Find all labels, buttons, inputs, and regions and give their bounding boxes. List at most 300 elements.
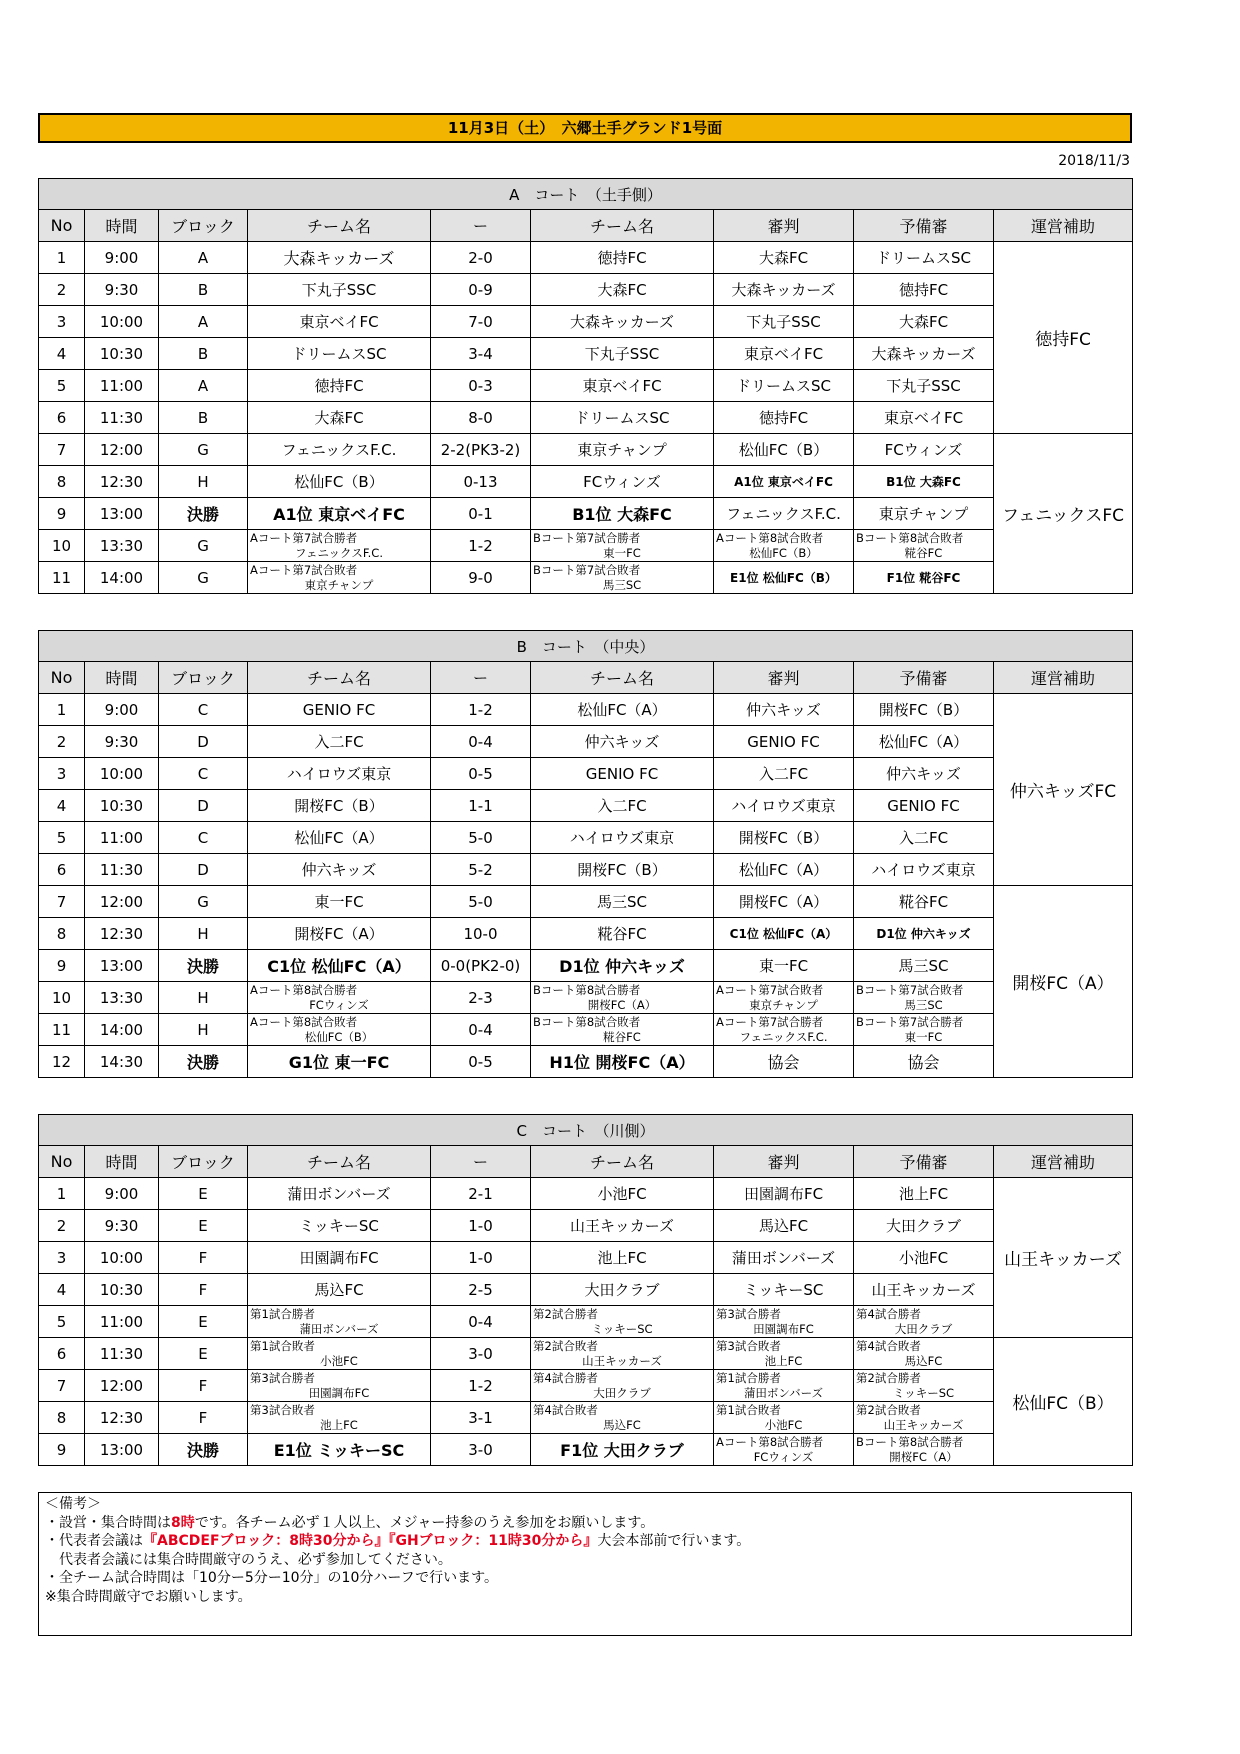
notes-line-5: ※集合時間厳守でお願いします。 <box>45 1588 252 1605</box>
sub-referee: 協会 <box>854 1046 994 1078</box>
match-time: 13:00 <box>85 1434 159 1466</box>
referee: 大森FC <box>714 242 854 274</box>
column-header: 運営補助 <box>994 210 1133 242</box>
match-score: 3-1 <box>431 1402 531 1434</box>
match-score: 2-1 <box>431 1178 531 1210</box>
notes-line-4: ・全チーム試合時間は「10分ー5分ー10分」の10分ハーフで行います。 <box>45 1570 498 1586</box>
match-row <box>39 242 1133 274</box>
away-team: 東京ベイFC <box>531 370 714 402</box>
home-team: 馬込FC <box>248 1274 431 1306</box>
column-header: チーム名 <box>248 662 431 694</box>
column-header: 時間 <box>85 662 159 694</box>
match-time: 14:00 <box>85 1014 159 1046</box>
match-block: G <box>159 530 248 562</box>
match-row <box>39 1242 1133 1274</box>
home-team: 第3試合敗者 池上FC <box>248 1402 431 1434</box>
match-time: 11:00 <box>85 1306 159 1338</box>
match-no: 4 <box>39 1274 85 1306</box>
match-row <box>39 562 1133 594</box>
match-row <box>39 338 1133 370</box>
match-block: A <box>159 242 248 274</box>
referee: ドリームスSC <box>714 370 854 402</box>
referee: 徳持FC <box>714 402 854 434</box>
referee: Aコート第8試合敗者 松仙FC（B） <box>714 530 854 562</box>
match-row <box>39 466 1133 498</box>
match-time: 10:30 <box>85 1274 159 1306</box>
column-header: チーム名 <box>531 210 714 242</box>
match-time: 13:00 <box>85 498 159 530</box>
match-row <box>39 1274 1133 1306</box>
match-time: 12:30 <box>85 466 159 498</box>
referee: E1位 松仙FC（B） <box>714 562 854 594</box>
match-block: F <box>159 1370 248 1402</box>
referee: 松仙FC（A） <box>714 854 854 886</box>
home-team: C1位 松仙FC（A） <box>248 950 431 982</box>
match-score: 1-0 <box>431 1210 531 1242</box>
referee: ハイロウズ東京 <box>714 790 854 822</box>
sub-referee: ハイロウズ東京 <box>854 854 994 886</box>
match-time: 14:00 <box>85 562 159 594</box>
match-row <box>39 790 1133 822</box>
referee: 第3試合敗者 池上FC <box>714 1338 854 1370</box>
match-score: 7-0 <box>431 306 531 338</box>
match-block: C <box>159 694 248 726</box>
match-no: 1 <box>39 242 85 274</box>
referee: 松仙FC（B） <box>714 434 854 466</box>
sub-referee: 大田クラブ <box>854 1210 994 1242</box>
match-score: 0-0(PK2-0) <box>431 950 531 982</box>
court-c-table <box>38 1114 1133 1466</box>
home-team: 徳持FC <box>248 370 431 402</box>
column-header: 審判 <box>714 210 854 242</box>
match-time: 9:00 <box>85 1178 159 1210</box>
match-no: 9 <box>39 498 85 530</box>
match-time: 13:00 <box>85 950 159 982</box>
match-score: 8-0 <box>431 402 531 434</box>
match-block: E <box>159 1178 248 1210</box>
away-team: 大森キッカーズ <box>531 306 714 338</box>
match-row <box>39 1178 1133 1210</box>
match-time: 11:30 <box>85 1338 159 1370</box>
document-date: 2018/11/3 <box>1058 153 1130 169</box>
sub-referee: 入二FC <box>854 822 994 854</box>
away-team: 第2試合勝者 ミッキーSC <box>531 1306 714 1338</box>
match-no: 10 <box>39 982 85 1014</box>
sub-referee: FCウィンズ <box>854 434 994 466</box>
match-block: E <box>159 1306 248 1338</box>
referee: 大森キッカーズ <box>714 274 854 306</box>
home-team: Aコート第8試合勝者 FCウィンズ <box>248 982 431 1014</box>
match-no: 1 <box>39 694 85 726</box>
match-no: 8 <box>39 466 85 498</box>
match-no: 2 <box>39 274 85 306</box>
match-time: 10:00 <box>85 1242 159 1274</box>
referee: 協会 <box>714 1046 854 1078</box>
match-time: 13:30 <box>85 982 159 1014</box>
column-header: 予備審 <box>854 210 994 242</box>
match-score: 3-0 <box>431 1434 531 1466</box>
away-team: 開桜FC（B） <box>531 854 714 886</box>
match-time: 10:00 <box>85 758 159 790</box>
match-block: 決勝 <box>159 498 248 530</box>
court-b-table <box>38 630 1133 1078</box>
match-row <box>39 530 1133 562</box>
match-score: 0-9 <box>431 274 531 306</box>
referee: 第3試合勝者 田園調布FC <box>714 1306 854 1338</box>
sub-referee: Bコート第8試合勝者 開桜FC（A） <box>854 1434 994 1466</box>
notes-box <box>38 1492 1132 1636</box>
match-score: 2-5 <box>431 1274 531 1306</box>
home-team: 大森キッカーズ <box>248 242 431 274</box>
home-team: 田園調布FC <box>248 1242 431 1274</box>
match-score: 1-2 <box>431 694 531 726</box>
support-team: フェニックスFC <box>994 434 1133 594</box>
away-team: 池上FC <box>531 1242 714 1274</box>
match-time: 11:30 <box>85 854 159 886</box>
away-team: GENIO FC <box>531 758 714 790</box>
referee: Aコート第7試合敗者 東京チャンプ <box>714 982 854 1014</box>
match-score: 0-4 <box>431 1014 531 1046</box>
home-team: ハイロウズ東京 <box>248 758 431 790</box>
away-team: 第4試合勝者 大田クラブ <box>531 1370 714 1402</box>
match-score: 1-2 <box>431 1370 531 1402</box>
match-no: 7 <box>39 886 85 918</box>
referee: 東一FC <box>714 950 854 982</box>
match-no: 10 <box>39 530 85 562</box>
column-header: 運営補助 <box>994 662 1133 694</box>
away-team: Bコート第7試合敗者 馬三SC <box>531 562 714 594</box>
match-block: E <box>159 1338 248 1370</box>
sub-referee: 仲六キッズ <box>854 758 994 790</box>
home-team: Aコート第7試合勝者 フェニックスF.C. <box>248 530 431 562</box>
notes-line-3: 代表者会議には集合時間厳守のうえ、必ず参加してください。 <box>45 1551 452 1568</box>
column-header: No <box>39 1146 85 1178</box>
home-team: ミッキーSC <box>248 1210 431 1242</box>
notes-heading: ＜備考＞ <box>45 1496 101 1512</box>
match-no: 12 <box>39 1046 85 1078</box>
home-team: E1位 ミッキーSC <box>248 1434 431 1466</box>
match-score: 2-2(PK3-2) <box>431 434 531 466</box>
referee: フェニックスF.C. <box>714 498 854 530</box>
column-header: チーム名 <box>248 1146 431 1178</box>
match-block: 決勝 <box>159 1046 248 1078</box>
match-block: B <box>159 402 248 434</box>
support-team: 徳持FC <box>994 242 1133 434</box>
sub-referee: F1位 糀谷FC <box>854 562 994 594</box>
match-row <box>39 694 1133 726</box>
home-team: 下丸子SSC <box>248 274 431 306</box>
court-title: A コート （土手側） <box>39 179 1133 210</box>
home-team: 第1試合勝者 蒲田ボンバーズ <box>248 1306 431 1338</box>
support-team: 山王キッカーズ <box>994 1178 1133 1338</box>
match-block: F <box>159 1242 248 1274</box>
column-header: 予備審 <box>854 662 994 694</box>
column-header: 審判 <box>714 1146 854 1178</box>
column-header: ブロック <box>159 1146 248 1178</box>
sub-referee: 下丸子SSC <box>854 370 994 402</box>
home-team: GENIO FC <box>248 694 431 726</box>
away-team: ドリームスSC <box>531 402 714 434</box>
home-team: 開桜FC（B） <box>248 790 431 822</box>
match-no: 8 <box>39 918 85 950</box>
away-team: ハイロウズ東京 <box>531 822 714 854</box>
match-no: 11 <box>39 562 85 594</box>
support-team: 仲六キッズFC <box>994 694 1133 886</box>
match-block: H <box>159 918 248 950</box>
match-score: 5-0 <box>431 822 531 854</box>
match-score: 5-2 <box>431 854 531 886</box>
home-team: 東一FC <box>248 886 431 918</box>
match-row <box>39 1046 1133 1078</box>
away-team: 馬三SC <box>531 886 714 918</box>
match-block: 決勝 <box>159 1434 248 1466</box>
referee: 第1試合勝者 蒲田ボンバーズ <box>714 1370 854 1402</box>
match-no: 3 <box>39 306 85 338</box>
column-header: チーム名 <box>531 1146 714 1178</box>
sub-referee: 山王キッカーズ <box>854 1274 994 1306</box>
match-no: 7 <box>39 434 85 466</box>
match-time: 9:30 <box>85 274 159 306</box>
match-row <box>39 726 1133 758</box>
home-team: 第3試合勝者 田園調布FC <box>248 1370 431 1402</box>
sub-referee: 糀谷FC <box>854 886 994 918</box>
page-banner: 11月3日（土） 六郷土手グランド1号面 <box>38 113 1132 143</box>
sub-referee: 徳持FC <box>854 274 994 306</box>
notes-line-1: ・設営・集合時間は8時です。各チーム必ず１人以上、メジャー持参のうえ参加をお願いします。 <box>45 1514 655 1531</box>
away-team: 徳持FC <box>531 242 714 274</box>
match-block: E <box>159 1210 248 1242</box>
away-team: B1位 大森FC <box>531 498 714 530</box>
referee: A1位 東京ベイFC <box>714 466 854 498</box>
away-team: 入二FC <box>531 790 714 822</box>
match-no: 4 <box>39 790 85 822</box>
home-team: 東京ベイFC <box>248 306 431 338</box>
match-row <box>39 498 1133 530</box>
away-team: 東京チャンプ <box>531 434 714 466</box>
sub-referee: Bコート第7試合敗者 馬三SC <box>854 982 994 1014</box>
match-time: 12:00 <box>85 1370 159 1402</box>
match-block: D <box>159 854 248 886</box>
match-time: 12:30 <box>85 1402 159 1434</box>
match-row <box>39 434 1133 466</box>
match-no: 11 <box>39 1014 85 1046</box>
home-team: 松仙FC（A） <box>248 822 431 854</box>
match-no: 9 <box>39 1434 85 1466</box>
column-header: No <box>39 662 85 694</box>
match-row <box>39 274 1133 306</box>
match-block: B <box>159 338 248 370</box>
column-header: チーム名 <box>248 210 431 242</box>
match-row <box>39 950 1133 982</box>
match-row <box>39 1402 1133 1434</box>
away-team: FCウィンズ <box>531 466 714 498</box>
match-row <box>39 306 1133 338</box>
column-header: 運営補助 <box>994 1146 1133 1178</box>
match-block: F <box>159 1402 248 1434</box>
match-time: 11:00 <box>85 822 159 854</box>
home-team: 松仙FC（B） <box>248 466 431 498</box>
sub-referee: 池上FC <box>854 1178 994 1210</box>
away-team: Bコート第8試合敗者 糀谷FC <box>531 1014 714 1046</box>
home-team: ドリームスSC <box>248 338 431 370</box>
column-header: 予備審 <box>854 1146 994 1178</box>
match-row <box>39 1014 1133 1046</box>
referee: 馬込FC <box>714 1210 854 1242</box>
home-team: 仲六キッズ <box>248 854 431 886</box>
match-row <box>39 1338 1133 1370</box>
column-header: No <box>39 210 85 242</box>
sub-referee: 第2試合勝者 ミッキーSC <box>854 1370 994 1402</box>
match-block: C <box>159 822 248 854</box>
home-team: 第1試合敗者 小池FC <box>248 1338 431 1370</box>
match-block: H <box>159 982 248 1014</box>
sub-referee: 大森FC <box>854 306 994 338</box>
match-no: 3 <box>39 1242 85 1274</box>
match-score: 3-0 <box>431 1338 531 1370</box>
away-team: Bコート第8試合勝者 開桜FC（A） <box>531 982 714 1014</box>
referee: 田園調布FC <box>714 1178 854 1210</box>
away-team: Bコート第7試合勝者 東一FC <box>531 530 714 562</box>
column-header: 審判 <box>714 662 854 694</box>
court-title: B コート （中央） <box>39 631 1133 662</box>
match-time: 10:00 <box>85 306 159 338</box>
match-score: 2-0 <box>431 242 531 274</box>
match-score: 0-13 <box>431 466 531 498</box>
sub-referee: GENIO FC <box>854 790 994 822</box>
sub-referee: Bコート第8試合敗者 糀谷FC <box>854 530 994 562</box>
match-block: G <box>159 562 248 594</box>
match-time: 10:30 <box>85 790 159 822</box>
match-time: 11:00 <box>85 370 159 402</box>
court-title: C コート （川側） <box>39 1115 1133 1146</box>
home-team: 入二FC <box>248 726 431 758</box>
match-block: B <box>159 274 248 306</box>
match-block: D <box>159 790 248 822</box>
away-team: 小池FC <box>531 1178 714 1210</box>
home-team: Aコート第7試合敗者 東京チャンプ <box>248 562 431 594</box>
referee: 蒲田ボンバーズ <box>714 1242 854 1274</box>
sub-referee: 第4試合敗者 馬込FC <box>854 1338 994 1370</box>
match-no: 9 <box>39 950 85 982</box>
match-score: 1-1 <box>431 790 531 822</box>
referee: ミッキーSC <box>714 1274 854 1306</box>
match-row <box>39 886 1133 918</box>
sub-referee: 東京チャンプ <box>854 498 994 530</box>
column-header: ー <box>431 1146 531 1178</box>
away-team: 第2試合敗者 山王キッカーズ <box>531 1338 714 1370</box>
match-time: 9:30 <box>85 726 159 758</box>
referee: 第1試合敗者 小池FC <box>714 1402 854 1434</box>
match-row <box>39 1370 1133 1402</box>
match-block: C <box>159 758 248 790</box>
match-time: 9:30 <box>85 1210 159 1242</box>
match-score: 3-4 <box>431 338 531 370</box>
referee: Aコート第8試合勝者 FCウィンズ <box>714 1434 854 1466</box>
match-block: D <box>159 726 248 758</box>
home-team: 蒲田ボンバーズ <box>248 1178 431 1210</box>
match-time: 12:30 <box>85 918 159 950</box>
match-row <box>39 758 1133 790</box>
match-row <box>39 854 1133 886</box>
away-team: F1位 大田クラブ <box>531 1434 714 1466</box>
column-header: ブロック <box>159 210 248 242</box>
away-team: 下丸子SSC <box>531 338 714 370</box>
column-header: 時間 <box>85 1146 159 1178</box>
support-team: 松仙FC（B） <box>994 1338 1133 1466</box>
sub-referee: 大森キッカーズ <box>854 338 994 370</box>
match-time: 11:30 <box>85 402 159 434</box>
sub-referee: 開桜FC（B） <box>854 694 994 726</box>
match-block: 決勝 <box>159 950 248 982</box>
home-team: 大森FC <box>248 402 431 434</box>
match-score: 0-3 <box>431 370 531 402</box>
match-no: 8 <box>39 1402 85 1434</box>
match-block: H <box>159 466 248 498</box>
match-score: 5-0 <box>431 886 531 918</box>
sub-referee: 第4試合勝者 大田クラブ <box>854 1306 994 1338</box>
away-team: 山王キッカーズ <box>531 1210 714 1242</box>
court-a-table <box>38 178 1133 594</box>
sub-referee: 第2試合敗者 山王キッカーズ <box>854 1402 994 1434</box>
match-no: 5 <box>39 822 85 854</box>
match-row <box>39 370 1133 402</box>
match-score: 0-5 <box>431 758 531 790</box>
referee: 下丸子SSC <box>714 306 854 338</box>
sub-referee: B1位 大森FC <box>854 466 994 498</box>
column-header: ー <box>431 662 531 694</box>
sub-referee: 松仙FC（A） <box>854 726 994 758</box>
notes-line-2: ・代表者会議は『ABCDEFブロック：8時30分から』『GHブロック：11時30分から』大会本部前で行います。 <box>45 1533 751 1549</box>
sub-referee: ドリームスSC <box>854 242 994 274</box>
match-row <box>39 1434 1133 1466</box>
referee: 東京ベイFC <box>714 338 854 370</box>
referee: 開桜FC（A） <box>714 886 854 918</box>
column-header: ー <box>431 210 531 242</box>
match-time: 13:30 <box>85 530 159 562</box>
referee: 入二FC <box>714 758 854 790</box>
sub-referee: D1位 仲六キッズ <box>854 918 994 950</box>
match-time: 12:00 <box>85 886 159 918</box>
match-row <box>39 1210 1133 1242</box>
match-no: 2 <box>39 726 85 758</box>
match-no: 6 <box>39 1338 85 1370</box>
sub-referee: Bコート第7試合勝者 東一FC <box>854 1014 994 1046</box>
away-team: 松仙FC（A） <box>531 694 714 726</box>
match-score: 0-4 <box>431 726 531 758</box>
match-block: G <box>159 434 248 466</box>
sub-referee: 小池FC <box>854 1242 994 1274</box>
home-team: フェニックスF.C. <box>248 434 431 466</box>
match-no: 3 <box>39 758 85 790</box>
match-row <box>39 402 1133 434</box>
home-team: 開桜FC（A） <box>248 918 431 950</box>
match-no: 7 <box>39 1370 85 1402</box>
sub-referee: 東京ベイFC <box>854 402 994 434</box>
match-time: 9:00 <box>85 694 159 726</box>
match-no: 5 <box>39 370 85 402</box>
referee: Aコート第7試合勝者 フェニックスF.C. <box>714 1014 854 1046</box>
match-block: H <box>159 1014 248 1046</box>
match-score: 0-1 <box>431 498 531 530</box>
sub-referee: 馬三SC <box>854 950 994 982</box>
home-team: G1位 東一FC <box>248 1046 431 1078</box>
match-no: 5 <box>39 1306 85 1338</box>
match-block: F <box>159 1274 248 1306</box>
match-time: 9:00 <box>85 242 159 274</box>
match-score: 2-3 <box>431 982 531 1014</box>
match-row <box>39 822 1133 854</box>
away-team: 仲六キッズ <box>531 726 714 758</box>
